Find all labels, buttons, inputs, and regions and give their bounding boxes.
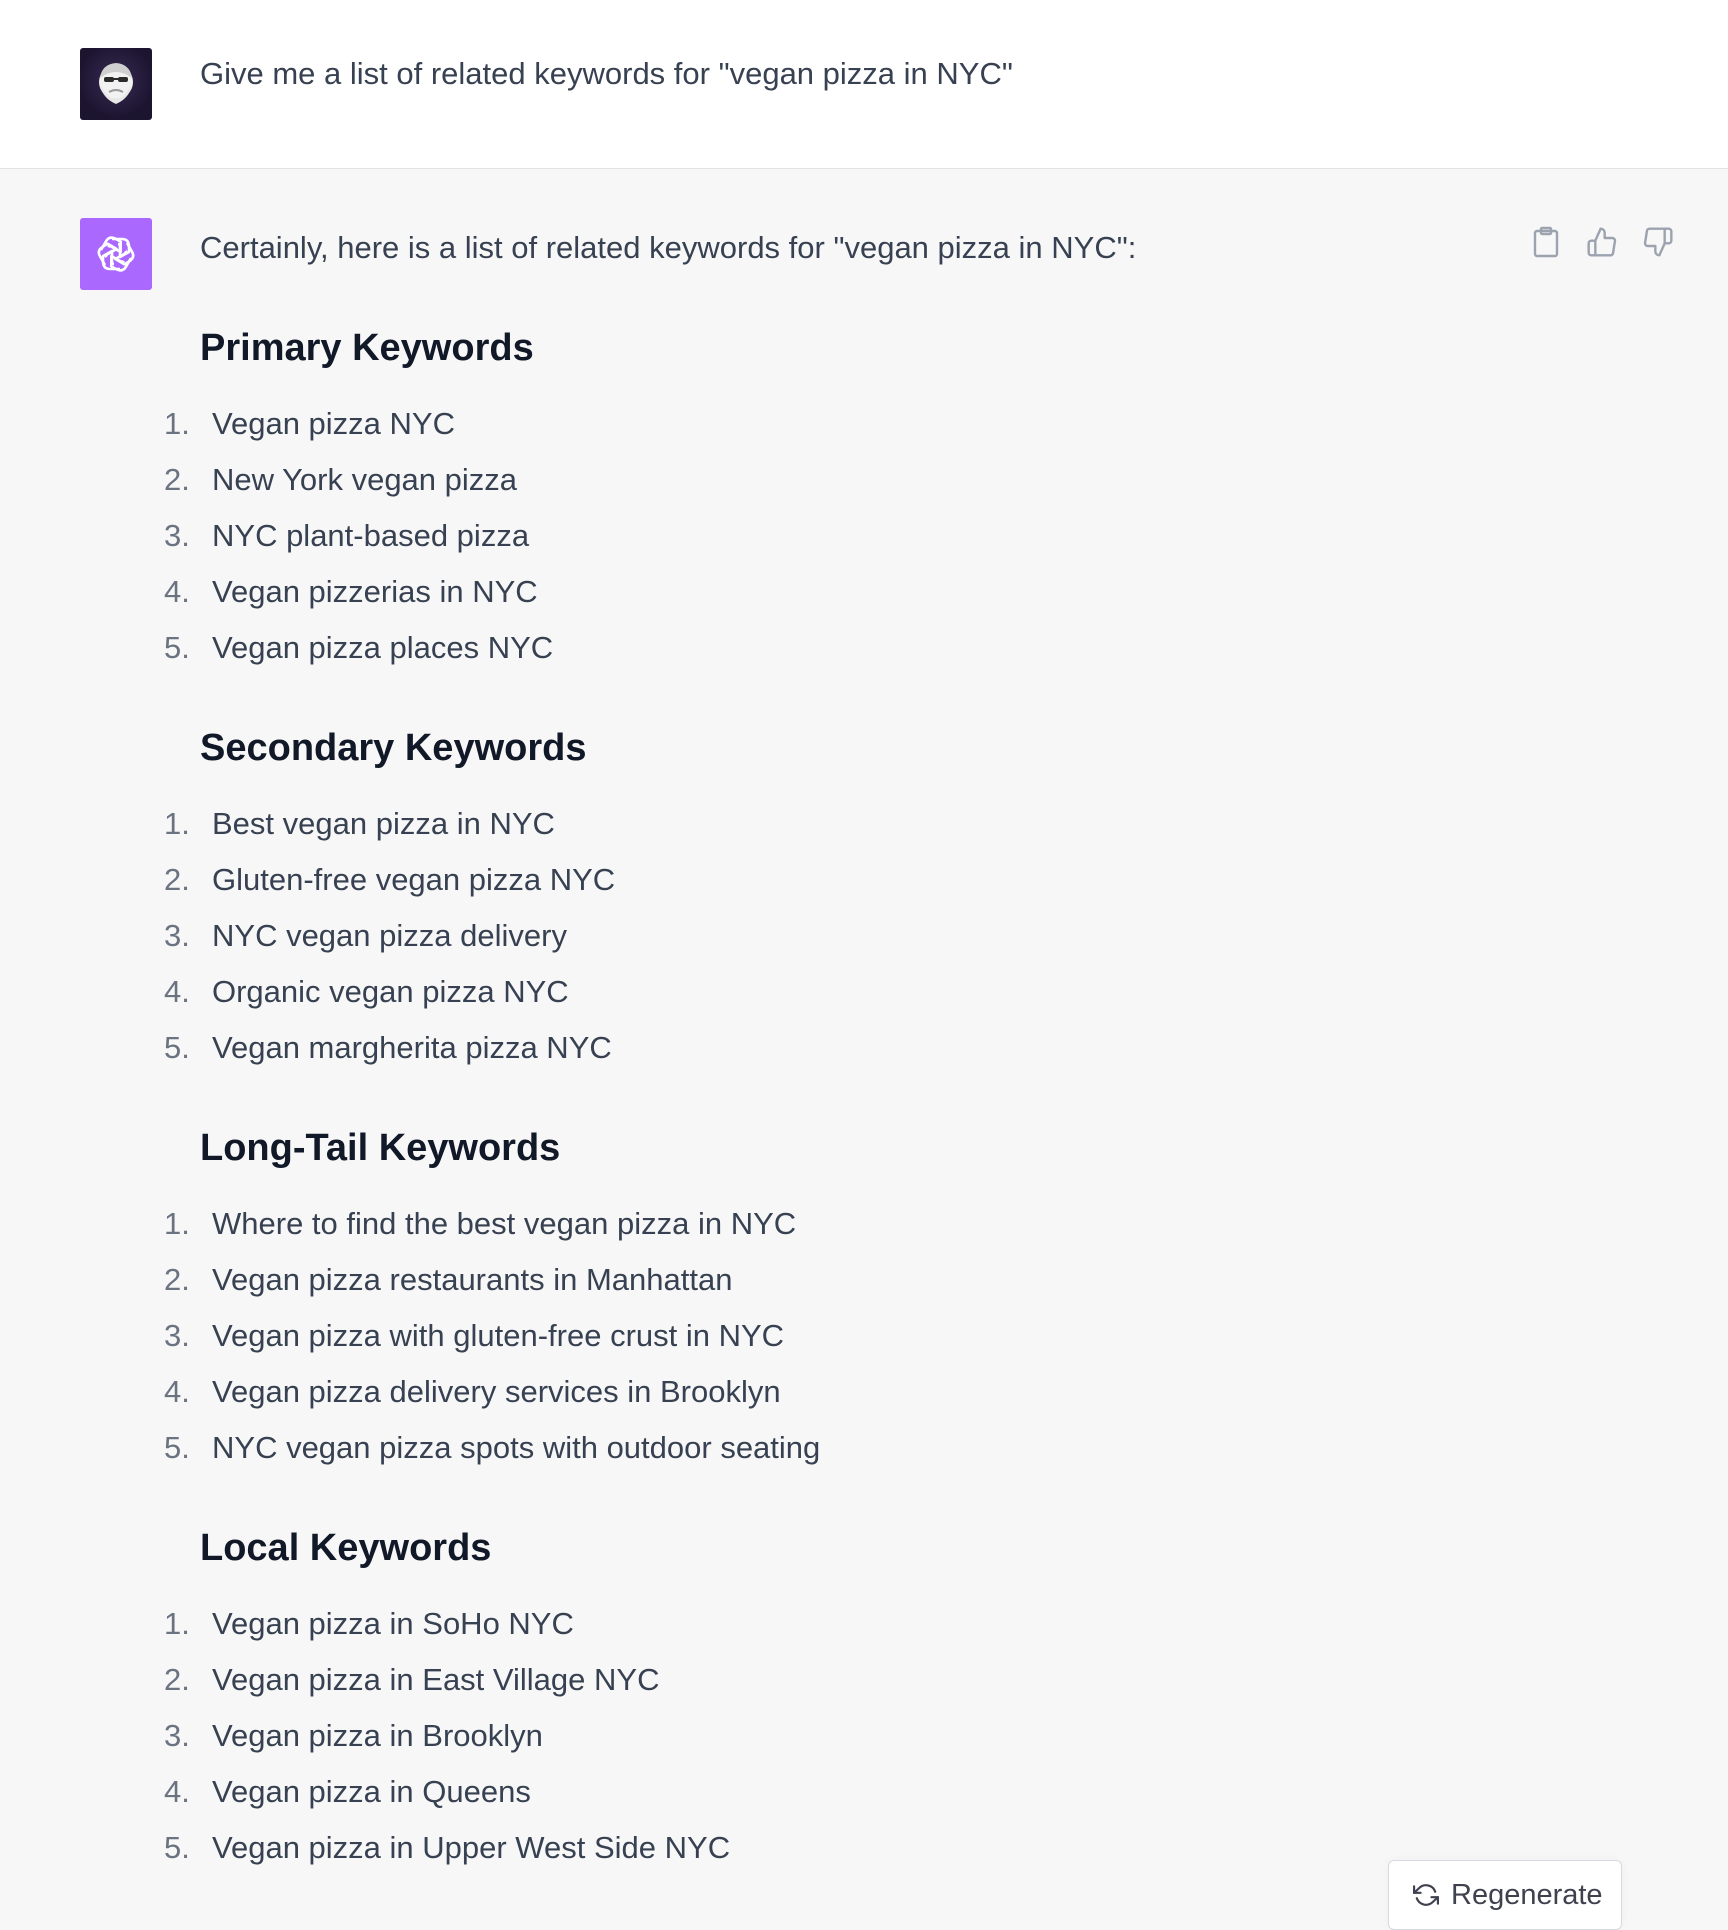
list-item-text: Vegan pizza with gluten-free crust in NYC — [212, 1318, 785, 1353]
list-item — [164, 1820, 730, 1876]
list-item — [164, 908, 615, 964]
list-item-text: Vegan pizza restaurants in Manhattan — [212, 1262, 733, 1297]
list-number: 4. — [164, 1774, 190, 1809]
list-item — [164, 620, 553, 676]
list-item-text: Organic vegan pizza NYC — [212, 974, 569, 1009]
list-item — [164, 564, 553, 620]
list-item — [164, 796, 615, 852]
regenerate-label: Regenerate — [1451, 1878, 1603, 1911]
list-item — [164, 1364, 820, 1420]
list-item-text: Vegan margherita pizza NYC — [212, 1030, 612, 1065]
thumbs-down-icon[interactable] — [1640, 224, 1676, 260]
section-title-secondary: Secondary Keywords — [200, 727, 587, 769]
refresh-icon — [1413, 1882, 1439, 1908]
list-number: 1. — [164, 406, 190, 441]
list-number: 1. — [164, 1206, 190, 1241]
list-item-text: Where to find the best vegan pizza in NYC — [212, 1206, 797, 1241]
list-number: 5. — [164, 1830, 190, 1865]
list-item — [164, 964, 615, 1020]
list-item — [164, 452, 553, 508]
list-number: 2. — [164, 862, 190, 897]
list-item-text: Vegan pizza delivery services in Brooklyn — [212, 1374, 781, 1409]
section-title-primary: Primary Keywords — [200, 327, 534, 369]
list-item-text: Vegan pizza places NYC — [212, 630, 554, 665]
list-item-text: New York vegan pizza — [212, 462, 518, 497]
list-item — [164, 508, 553, 564]
list-item-text: Vegan pizza in Brooklyn — [212, 1718, 543, 1753]
openai-logo-icon — [94, 232, 138, 276]
list-number: 2. — [164, 462, 190, 497]
list-item — [164, 1020, 615, 1076]
list-item — [164, 1708, 730, 1764]
thumbs-up-icon[interactable] — [1584, 224, 1620, 260]
list-number: 4. — [164, 974, 190, 1009]
list-number: 5. — [164, 1430, 190, 1465]
list-item — [164, 1652, 730, 1708]
list-item-text: NYC vegan pizza spots with outdoor seating — [212, 1430, 821, 1465]
list-item-text: NYC plant-based pizza — [212, 518, 530, 553]
user-message-row — [0, 0, 1728, 169]
list-item — [164, 1420, 820, 1476]
list-number: 4. — [164, 1374, 190, 1409]
keyword-list-secondary — [164, 796, 615, 1076]
list-number: 2. — [164, 1262, 190, 1297]
list-item-text: Vegan pizza in Upper West Side NYC — [212, 1830, 731, 1865]
message-actions — [1528, 224, 1676, 260]
list-item-text: Vegan pizzerias in NYC — [212, 574, 538, 609]
list-item-text: Gluten-free vegan pizza NYC — [212, 862, 616, 897]
section-title-long-tail: Long-Tail Keywords — [200, 1127, 561, 1169]
list-item — [164, 1764, 730, 1820]
user-message-text: Give me a list of related keywords for "vegan pizza in NYC" — [200, 56, 1013, 91]
list-number: 1. — [164, 1606, 190, 1641]
assistant-intro: Certainly, here is a list of related keywords for "vegan pizza in NYC": — [200, 230, 1137, 265]
list-item — [164, 1252, 820, 1308]
bearded-man-avatar-icon — [80, 48, 152, 120]
list-number: 3. — [164, 518, 190, 553]
keyword-list-primary — [164, 396, 553, 676]
list-item-text: Vegan pizza NYC — [212, 406, 455, 441]
list-number: 3. — [164, 918, 190, 953]
list-number: 1. — [164, 806, 190, 841]
list-item-text: Vegan pizza in SoHo NYC — [212, 1606, 574, 1641]
keyword-list-local — [164, 1596, 730, 1876]
keyword-list-long-tail — [164, 1196, 820, 1476]
assistant-message — [164, 224, 1500, 1865]
list-item — [164, 1308, 820, 1364]
list-item-text: Vegan pizza in East Village NYC — [212, 1662, 660, 1697]
clipboard-icon[interactable] — [1528, 224, 1564, 260]
list-number: 4. — [164, 574, 190, 609]
list-number: 2. — [164, 1662, 190, 1697]
list-item — [164, 1196, 820, 1252]
list-number: 5. — [164, 1030, 190, 1065]
user-avatar — [80, 48, 152, 120]
list-item-text: NYC vegan pizza delivery — [212, 918, 567, 953]
list-item-text: Best vegan pizza in NYC — [212, 806, 555, 841]
list-number: 5. — [164, 630, 190, 665]
list-number: 3. — [164, 1718, 190, 1753]
section-title-local: Local Keywords — [200, 1527, 492, 1569]
list-item-text: Vegan pizza in Queens — [212, 1774, 531, 1809]
list-number: 3. — [164, 1318, 190, 1353]
regenerate-button[interactable] — [1388, 1860, 1622, 1930]
list-item — [164, 396, 553, 452]
list-item — [164, 1596, 730, 1652]
assistant-avatar — [80, 218, 152, 290]
list-item — [164, 852, 615, 908]
